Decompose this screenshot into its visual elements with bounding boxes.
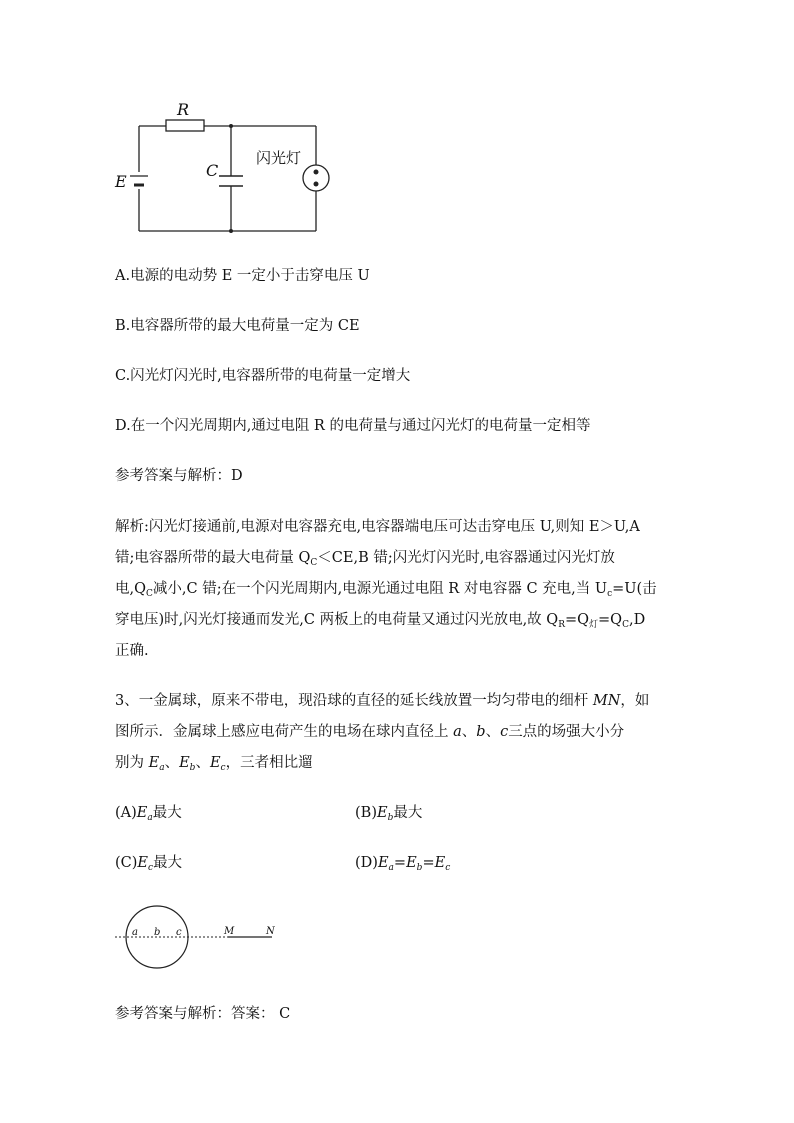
label-E: E [115,172,127,191]
label-lamp: 闪光灯 [256,149,302,167]
analysis-paragraph [115,512,680,667]
junction-top [229,124,233,128]
question-3-stem [115,686,680,779]
point-a: a [132,927,138,938]
q3-line-2: 图所示．金属球上感应电荷产生的电场在球内直径上 a、b、c三点的场强大小分 [115,724,625,740]
q3-line-1: 3、一金属球，原来不带电，现沿球的直径的延长线放置一均匀带电的细杆 MN，如 [115,693,650,709]
lamp-electrode-top [314,170,319,175]
analysis-line-2: 错;电容器所带的最大电荷量 $Q_C<CE,B$ 错;闪光灯闪光时,电容器通过闪光灯放 [115,550,615,568]
lamp-electrode-bottom [314,182,319,187]
q3-line-3: 别为 $E_a$、$E_b$、$E_c$，三者相比遛 [115,755,313,773]
junction-bottom [229,229,233,233]
analysis-line-4: 穿电压)时,闪光灯接通而发光,C 两板上的电荷量又通过闪光放电,故 $Q_R=Q_灯=Q_C,D$ [115,612,646,630]
q3-option-c: $(C)E_c$最大 [115,855,183,873]
analysis-line-1: 解析:闪光灯接通前,电源对电容器充电,电容器端电压可达击穿电压 U,则知 E＞U,A [115,519,640,535]
q3-option-a: $(A)E_a$最大 [115,805,182,823]
answer-heading-q3: 参考答案与解析：答案： C [115,1006,291,1022]
option-a: A.电源的电动势 E 一定小于击穿电压 U [115,268,370,284]
point-c: c [176,927,182,938]
answer-heading-q2: 参考答案与解析：D [115,468,243,484]
analysis-line-3: 电$,Q_C$减小,C 错;在一个闪光周期内,电源光通过电阻 R 对电容器 C 充电,当 $U_c=U$(击 [115,581,657,599]
option-c: C.闪光灯闪光时,电容器所带的电荷量一定增大 [115,368,411,384]
sphere-rod-figure [110,900,310,980]
q3-option-b: $(B)E_b$最大 [355,805,423,823]
resistor [166,120,204,131]
point-b: b [154,927,161,938]
label-R: R [177,100,190,119]
option-b: B.电容器所带的最大电荷量一定为 CE [115,318,360,334]
analysis-line-5: 正确. [115,643,149,659]
circuit-diagram [0,0,794,260]
q3-option-d: $(D)E_a=E_b=E_c$ [355,855,451,873]
point-N: N [266,926,275,937]
label-C: C [206,161,219,180]
point-M: M [224,926,235,937]
option-d: D.在一个闪光周期内,通过电阻 R 的电荷量与通过闪光灯的电荷量一定相等 [115,418,591,434]
flash-lamp [303,165,329,191]
